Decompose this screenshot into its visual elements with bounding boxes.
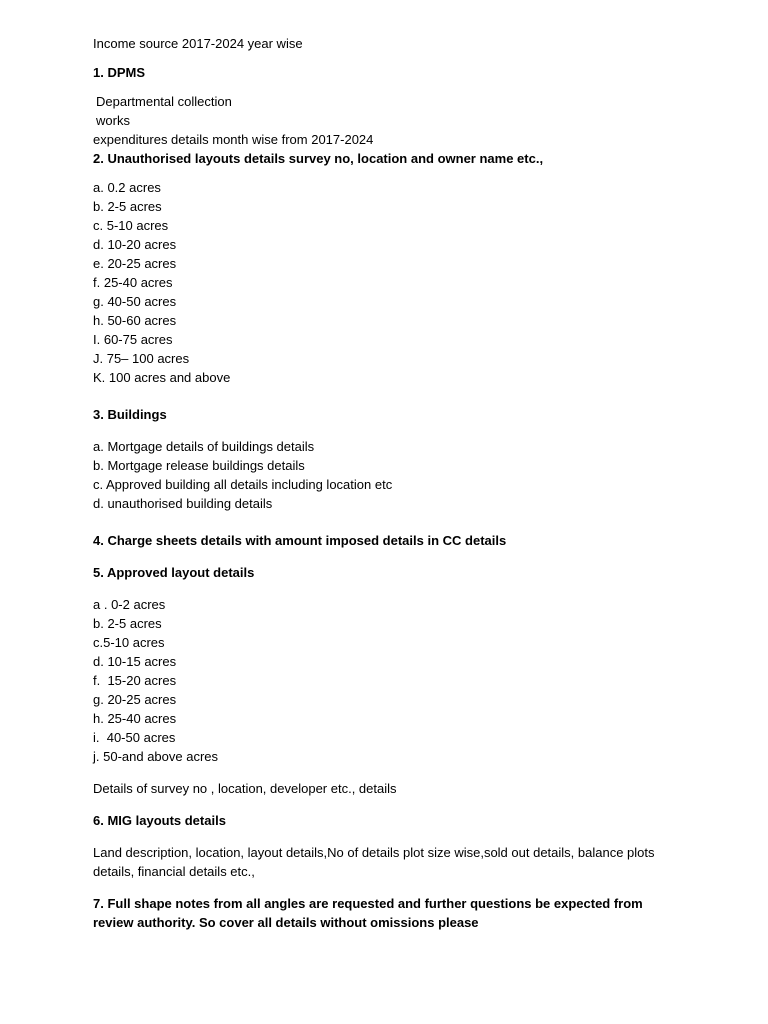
list-item: b. 2-5 acres	[93, 616, 162, 631]
list-item: f. 15-20 acres	[93, 673, 177, 688]
list-item: g. 40-50 acres	[93, 294, 177, 309]
list-item: I. 60-75 acres	[93, 332, 173, 347]
list-item: b. 2-5 acres	[93, 199, 162, 214]
section-3-heading: 3. Buildings	[93, 407, 167, 422]
list-item: e. 20-25 acres	[93, 256, 177, 271]
list-item: c.5-10 acres	[93, 635, 165, 650]
section-6-paragraph: Land description, location, layout details,No of details plot size wise,sold out details, balance plots details, financial details etc.,	[93, 845, 655, 879]
list-item: K. 100 acres and above	[93, 370, 231, 385]
list-item: a. 0.2 acres	[93, 180, 161, 195]
list-item: c. 5-10 acres	[93, 218, 169, 233]
section-1-item: works	[96, 113, 130, 128]
section-4-heading: 4. Charge sheets details with amount imposed details in CC details	[93, 533, 507, 548]
section-5-list	[93, 595, 683, 766]
list-item: J. 75– 100 acres	[93, 351, 190, 366]
section-6-heading: 6. MIG layouts details	[93, 813, 226, 828]
section-2-heading: 2. Unauthorised layouts details survey no, location and owner name etc.,	[93, 151, 544, 166]
list-item: i. 40-50 acres	[93, 730, 176, 745]
document-page	[93, 34, 683, 932]
list-item: h. 50-60 acres	[93, 313, 177, 328]
section-3-list	[93, 437, 683, 513]
list-item: c. Approved building all details including location etc	[93, 477, 393, 492]
list-item: a . 0-2 acres	[93, 597, 166, 612]
list-item: b. Mortgage release buildings details	[93, 458, 305, 473]
list-item: f. 25-40 acres	[93, 275, 173, 290]
list-item: d. 10-20 acres	[93, 237, 177, 252]
section-5-note: Details of survey no , location, developer etc., details	[93, 781, 397, 796]
list-item: a. Mortgage details of buildings details	[93, 439, 315, 454]
list-item: d. 10-15 acres	[93, 654, 177, 669]
section-1-item: Departmental collection	[96, 94, 232, 109]
document-title: Income source 2017-2024 year wise	[93, 36, 303, 51]
section-2-list	[93, 178, 683, 387]
list-item: d. unauthorised building details	[93, 496, 273, 511]
section-1-heading: 1. DPMS	[93, 65, 146, 80]
list-item: j. 50-and above acres	[93, 749, 219, 764]
section-1-item: expenditures details month wise from 2017-2024	[93, 132, 374, 147]
list-item: g. 20-25 acres	[93, 692, 177, 707]
list-item: h. 25-40 acres	[93, 711, 177, 726]
section-5-heading: 5. Approved layout details	[93, 565, 255, 580]
section-7-heading: 7. Full shape notes from all angles are requested and further questions be expected from review authority. So cover all details without omissions please	[93, 896, 643, 930]
